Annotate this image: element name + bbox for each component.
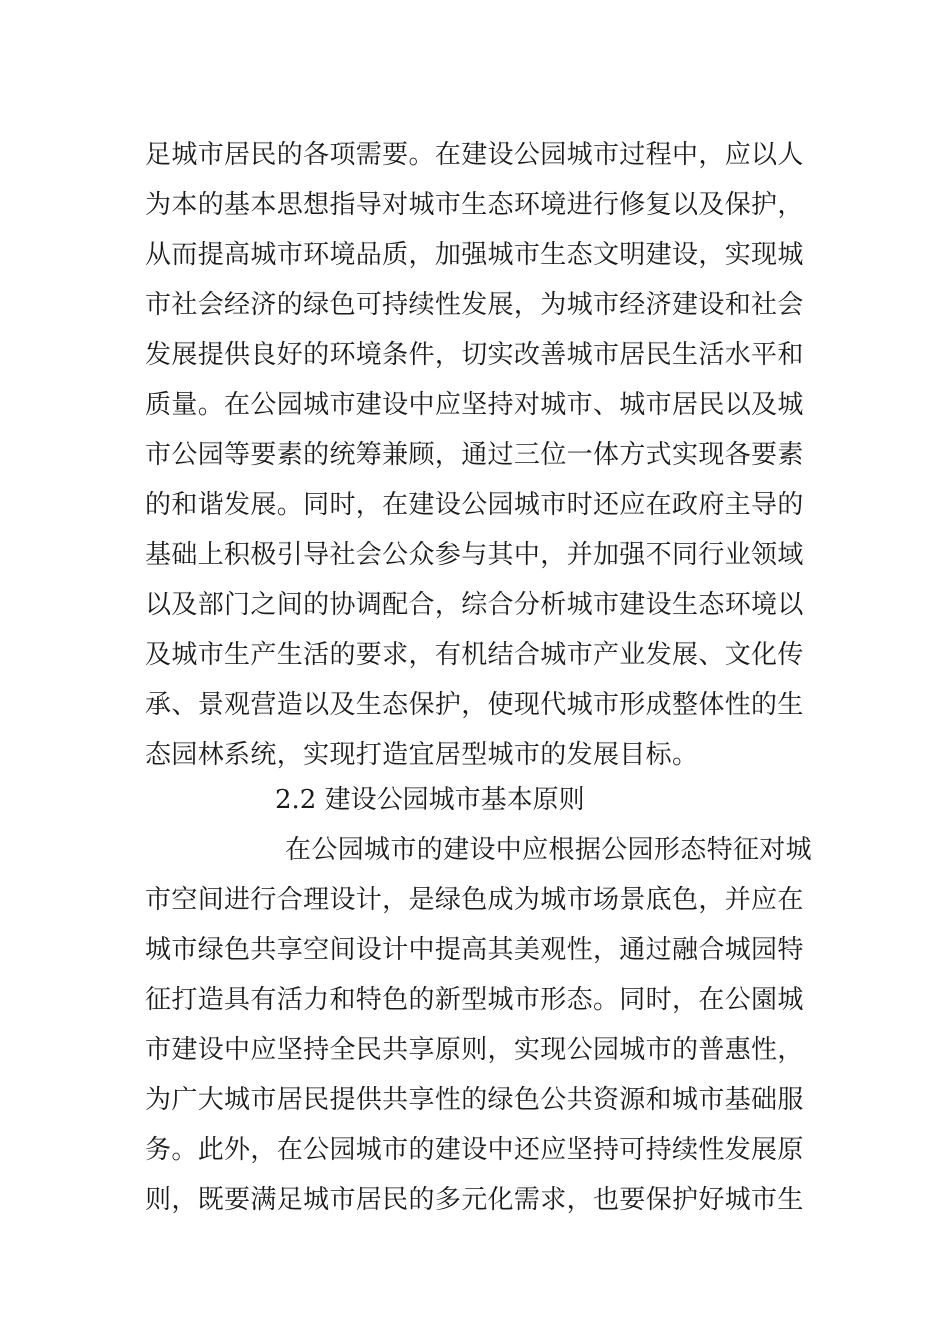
- paragraph-line: 在公园城市的建设中应根据公园形态特征对城: [285, 835, 813, 865]
- paragraph-line: 态园林系统，实现打造宜居型城市的发展目标。: [145, 740, 699, 770]
- paragraph-line: 从而提高城市环境品质，加强城市生态文明建设，实现城: [145, 240, 804, 270]
- paragraph-line: 城市绿色共享空间设计中提高其美观性，通过融合城园特: [145, 935, 804, 965]
- paragraph-line: 市社会经济的绿色可持续性发展，为城市经济建设和社会: [145, 290, 804, 320]
- paragraph-line: 及城市生产生活的要求，有机结合城市产业发展、文化传: [145, 640, 804, 670]
- paragraph-line: 市公园等要素的统筹兼顾，通过三位一体方式实现各要素: [145, 440, 804, 470]
- paragraph-line: 发展提供良好的环境条件，切实改善城市居民生活水平和: [145, 340, 804, 370]
- paragraph-line: 足城市居民的各项需要。在建设公园城市过程中，应以人: [145, 140, 804, 170]
- paragraph-2: [145, 825, 815, 1225]
- paragraph-line: 为本的基本思想指导对城市生态环境进行修复以及保护，: [145, 190, 804, 220]
- paragraph-line: 承、景观营造以及生态保护，使现代城市形成整体性的生: [145, 690, 804, 720]
- paragraph-line: 则，既要满足城市居民的多元化需求，也要保护好城市生: [145, 1185, 804, 1215]
- section-heading: 2.2 建设公园城市基本原则: [275, 785, 585, 815]
- paragraph-line: 务。此外，在公园城市的建设中还应坚持可持续性发展原: [145, 1135, 804, 1165]
- paragraph-line: 基础上积极引导社会公众参与其中，并加强不同行业领域: [145, 540, 804, 570]
- paragraph-line: 征打造具有活力和特色的新型城市形态。同时，在公園城: [145, 985, 804, 1015]
- paragraph-line: 的和谐发展。同时，在建设公园城市时还应在政府主导的: [145, 490, 804, 520]
- paragraph-line: 质量。在公园城市建设中应坚持对城市、城市居民以及城: [145, 390, 804, 420]
- paragraph-line: 市空间进行合理设计，是绿色成为城市场景底色，并应在: [145, 885, 804, 915]
- paragraph-line: 市建设中应坚持全民共享原则，实现公园城市的普惠性，: [145, 1035, 804, 1065]
- paragraph-line: 以及部门之间的协调配合，综合分析城市建设生态环境以: [145, 590, 804, 620]
- paragraph-line: 为广大城市居民提供共享性的绿色公共资源和城市基础服: [145, 1085, 804, 1115]
- paragraph-1: [145, 130, 815, 780]
